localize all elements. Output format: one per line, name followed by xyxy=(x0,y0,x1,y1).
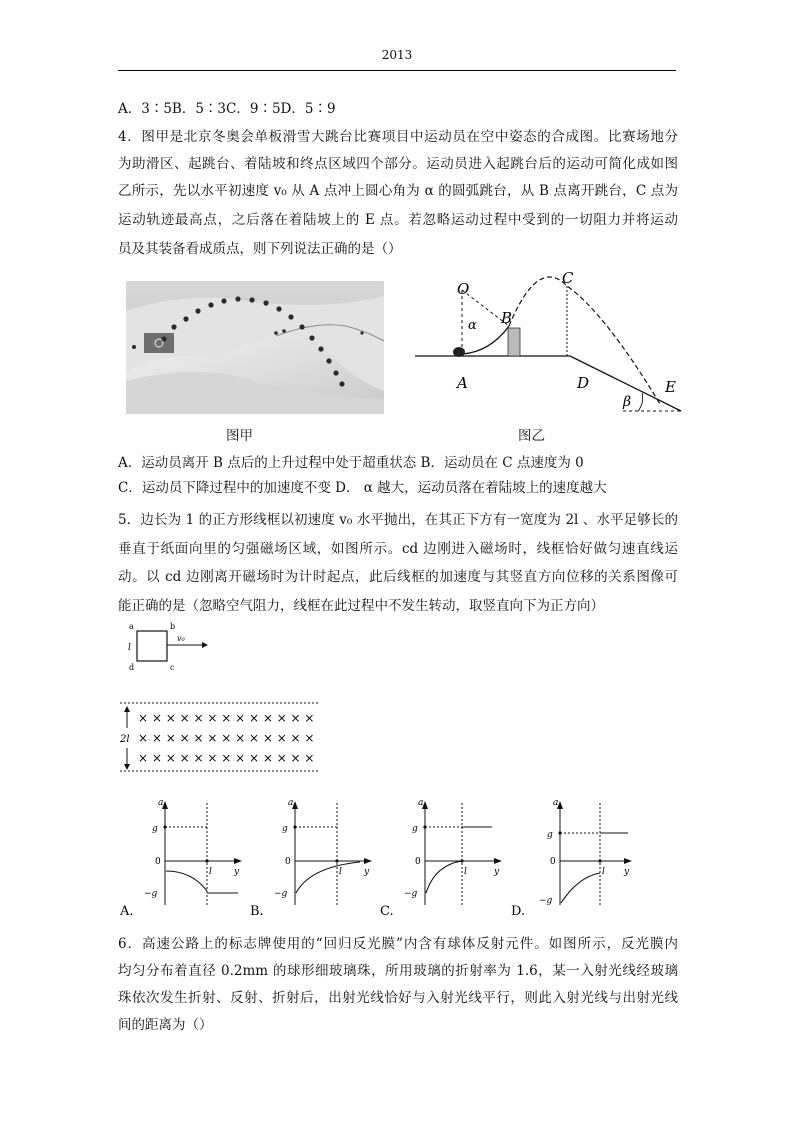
graph-option-a xyxy=(120,795,250,920)
label-B: B xyxy=(501,309,513,327)
q4-options-ab: A．运动员离开 B 点后的上升过程中处于超重状态 B．运动员在 C 点速度为 0 xyxy=(118,455,584,471)
q4-options-cd: C．运动员下降过程中的加速度不变 D． α 越大，运动员落在着陆坡上的速度越大 xyxy=(118,480,607,496)
label-O: O xyxy=(457,280,470,298)
tick-g: g xyxy=(547,830,553,840)
axis-y: y xyxy=(494,867,500,877)
q4-line-5: 员及其装备看成质点，则下列说法正确的是（） xyxy=(118,241,402,257)
label-d: d xyxy=(129,663,135,672)
q5-line-3: 动。以 cd 边刚离开磁场时为计时起点，此后线框的加速度与其竖直方向位移的关系图像可 xyxy=(118,569,678,585)
figure-a-caption: 图甲 xyxy=(226,428,253,444)
label-beta: β xyxy=(623,394,632,410)
tick-g: g xyxy=(412,824,418,834)
label-D: D xyxy=(577,374,590,392)
option-c-letter: C. xyxy=(380,904,394,919)
tick-neg-g: −g xyxy=(404,889,418,899)
tick-l: l xyxy=(339,867,342,877)
tick-neg-g: −g xyxy=(539,896,553,906)
axis-a: a xyxy=(553,798,559,808)
field-row-2: × × × × × × × × × × × × × xyxy=(138,731,315,745)
figure-b-caption: 图乙 xyxy=(518,428,545,444)
tick-zero: 0 xyxy=(155,857,161,867)
label-A: A xyxy=(457,374,468,392)
option-a-letter: A. xyxy=(120,904,134,919)
q4-line-3: 乙所示，先以水平初速度 v₀ 从 A 点冲上圆心角为 α 的圆弧跳台，从 B 点离开跳台，C 点为 xyxy=(118,183,678,199)
label-alpha: α xyxy=(468,318,477,333)
field-row-3: × × × × × × × × × × × × × xyxy=(138,751,315,765)
q5-line-2: 垂直于纸面向里的匀强磁场区域，如图所示。cd 边刚进入磁场时，线框恰好做匀速直线运 xyxy=(118,541,678,557)
q3-options: A．3∶5B．5∶3C．9∶5D．5∶9 xyxy=(118,101,336,117)
label-v0: v₀ xyxy=(177,634,185,643)
label-a: a xyxy=(129,622,134,631)
q6-line-2: 均匀分布着直径 0.2mm 的球形细玻璃珠，所用玻璃的折射率为 1.6，某一入射光线经玻璃 xyxy=(118,963,678,979)
tick-neg-g: −g xyxy=(144,889,158,899)
graph-option-d xyxy=(508,795,638,920)
page-header-year: 2013 xyxy=(381,48,413,62)
q5-line-4: 能正确的是（忽略空气阻力，线框在此过程中不发生转动，取竖直向下为正方向） xyxy=(118,598,604,614)
graph-option-b xyxy=(250,795,380,920)
tick-neg-g: −g xyxy=(274,889,288,899)
q6-line-4: 间的距离为（） xyxy=(118,1017,213,1033)
tick-zero: 0 xyxy=(550,857,556,867)
graph-option-c xyxy=(380,795,510,920)
field-width-label: 2l xyxy=(120,734,130,745)
q4-line-2: 为助滑区、起跳台、着陆坡和终点区域四个部分。运动员进入起跳台后的运动可简化成如图 xyxy=(118,156,678,172)
label-E: E xyxy=(665,378,676,396)
label-b: b xyxy=(170,622,176,631)
tick-l: l xyxy=(209,867,212,877)
option-d-letter: D. xyxy=(511,904,526,919)
figure-b-diagram xyxy=(405,268,695,418)
tick-zero: 0 xyxy=(285,857,291,867)
header-divider xyxy=(118,70,676,71)
axis-a: a xyxy=(418,798,424,808)
label-C: C xyxy=(562,269,574,287)
square-frame-diagram xyxy=(120,620,220,680)
tick-l: l xyxy=(602,867,605,877)
q6-line-1: 6．高速公路上的标志牌使用的“回归反光膜”内含有球体反射元件。如图所示，反光膜内 xyxy=(118,936,678,952)
axis-y: y xyxy=(624,867,630,877)
tick-g: g xyxy=(282,824,288,834)
axis-a: a xyxy=(288,798,294,808)
axis-y: y xyxy=(364,867,370,877)
q4-line-4: 运动轨迹最高点，之后落在着陆坡上的 E 点。若忽略运动过程中受到的一切阻力并将运动 xyxy=(118,212,678,228)
magnetic-field-diagram xyxy=(118,700,328,775)
tick-l: l xyxy=(464,867,467,877)
q4-line-1: 4．图甲是北京冬奥会单板滑雪大跳台比赛项目中运动员在空中姿态的合成图。比赛场地分 xyxy=(118,129,678,145)
option-b-letter: B. xyxy=(250,904,264,919)
axis-a: a xyxy=(158,798,164,808)
figure-a-photo xyxy=(126,281,384,414)
label-c: c xyxy=(170,663,175,672)
q5-line-1: 5．边长为 1 的正方形线框以初速度 v₀ 水平抛出，在其正下方有一宽度为 2l 、水平足够长的 xyxy=(118,512,678,528)
field-row-1: × × × × × × × × × × × × × xyxy=(138,711,315,725)
q6-line-3: 珠依次发生折射、反射、折射后，出射光线恰好与入射光线平行，则此入射光线与出射光线 xyxy=(118,990,678,1006)
label-l: l xyxy=(128,643,131,653)
tick-zero: 0 xyxy=(415,857,421,867)
axis-y: y xyxy=(234,867,240,877)
tick-g: g xyxy=(152,824,158,834)
